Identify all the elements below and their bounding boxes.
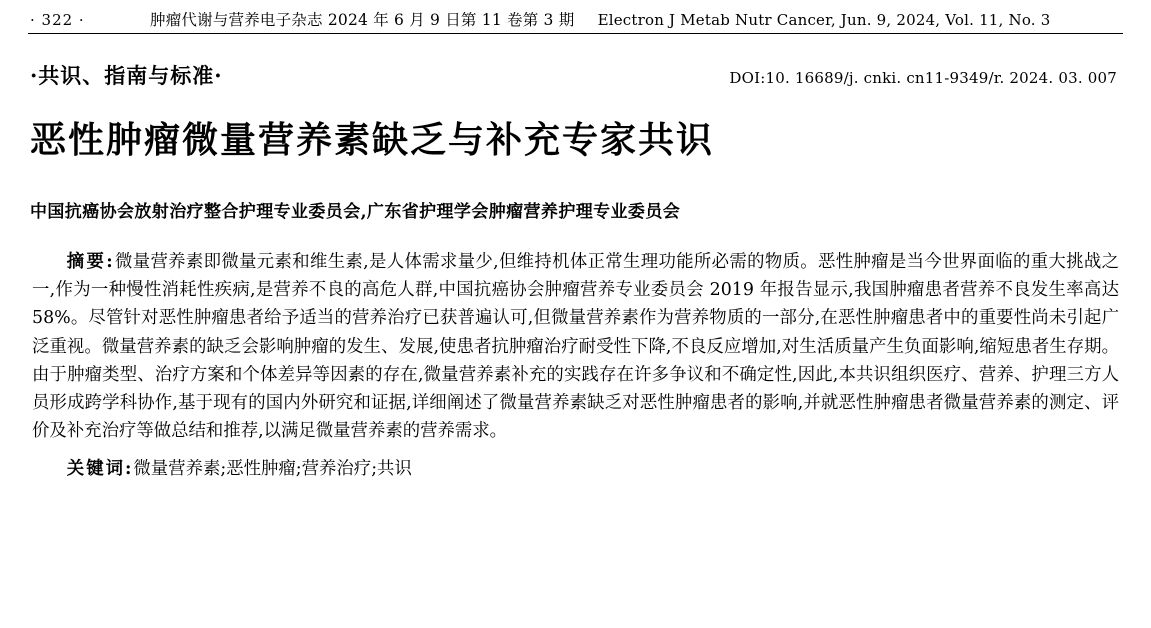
section-tag: ·共识、指南与标准· bbox=[30, 63, 223, 88]
keywords-label: 关键词: bbox=[66, 459, 134, 480]
keywords-section bbox=[18, 455, 1133, 483]
header-divider bbox=[28, 33, 1123, 34]
doi-text: DOI:10. 16689/j. cnki. cn11-9349/r. 2024. 03. 007 bbox=[729, 69, 1117, 87]
meta-row bbox=[18, 60, 1133, 90]
abstract-text: 微量营养素即微量元素和维生素,是人体需求量少,但维持机体正常生理功能所必需的物质。恶性肿瘤是当今世界面临的重大挑战之一,作为一种慢性消耗性疾病,是营养不良的高危人群,中国抗癌协会肿瘤营养专业委员会 2019 年报告显示,我国肿瘤患者营养不良发生率高达 58%。尽管针对恶性肿瘤患者给予适当的营养治疗已获普遍认可,但微量营养素作为营养物质的一部分,在恶性肿瘤患者中的重要性尚未引起广泛重视。微量营养素的缺乏会影响肿瘤的发生、发展,使患者抗肿瘤治疗耐受性下降,不良反应增加,对生活质量产生负面影响,缩短患者生存期。由于肿瘤类型、治疗方案和个体差异等因素的存在,微量营养素补充的实践存在许多争议和不确定性,因此,本共识组织医疗、营养、护理三方人员形成跨学科协作,基于现有的国内外研究和证据,详细阐述了微量营养素缺乏对恶性肿瘤患者的影响,并就恶性肿瘤患者微量营养素的测定、评价及补充治疗等做总结和推荐,以满足微量营养素的营养需求。 bbox=[32, 252, 1120, 442]
page-number: · 322 · bbox=[30, 11, 85, 29]
author-affiliations: 中国抗癌协会放射治疗整合护理专业委员会,广东省护理学会肿瘤营养护理专业委员会 bbox=[30, 202, 681, 222]
page-title: 恶性肿瘤微量营养素缺乏与补充专家共识 bbox=[30, 119, 715, 161]
journal-name-en: Electron J Metab Nutr Cancer, Jun. 9, 2024, Vol. 11, No. 3 bbox=[597, 11, 1051, 29]
abstract-paragraph bbox=[32, 248, 1119, 445]
abstract-section bbox=[18, 248, 1133, 445]
running-head bbox=[18, 0, 1133, 30]
keywords-text: 微量营养素;恶性肿瘤;营养治疗;共识 bbox=[133, 459, 412, 480]
running-head-center bbox=[150, 8, 1050, 30]
abstract-label: 摘要: bbox=[66, 252, 115, 272]
journal-name-cn: 肿瘤代谢与营养电子杂志 2024 年 6 月 9 日第 11 卷第 3 期 bbox=[150, 11, 575, 29]
